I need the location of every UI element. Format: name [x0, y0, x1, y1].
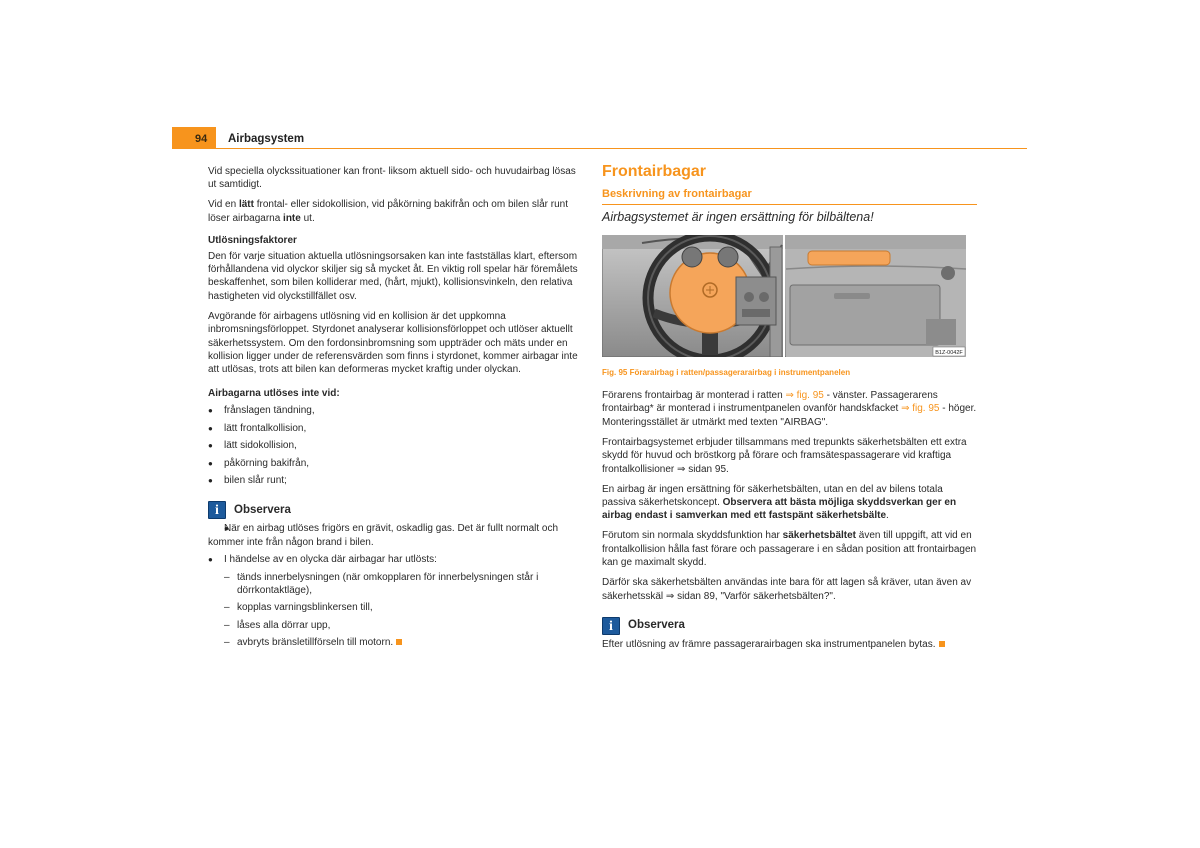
list-item: ● frånslagen tändning,	[208, 404, 583, 417]
paragraph: Den för varje situation aktuella utlösningsorsaken kan inte fastställas klart, eftersom förhållandena vid olyckor skiljer sig så mycket åt. En viktig roll spelar här föremålets beskaffenhet, som bilen kolliderar med, (hårt, mjukt), kollisionsvinkeln, den relativa hastigheten vid olyckstillfället osv.	[208, 250, 578, 302]
paragraph	[602, 389, 977, 429]
note-list	[208, 522, 583, 566]
text: En airbag är ingen ersättning för säkerhetsbälten, utan en del av bilens totala passiva säkerhetskoncept.	[602, 483, 943, 509]
text: Efter utlösning av främre passagerarairbagen ska instrumentpanelen bytas.	[602, 639, 936, 651]
emphasis: Observera att bästa möjliga skyddsverkan ger en airbag endast i samverkan med ett fastspänt säkerhetsbälte	[602, 497, 957, 522]
paragraph: Vid speciella olyckssituationer kan front- liksom aktuell sido- och huvudairbag lösas ut samtidigt.	[208, 166, 576, 191]
dashboard-figure	[602, 235, 966, 357]
list-item: ● påkörning bakifrån,	[208, 457, 583, 470]
note-header	[602, 617, 977, 635]
left-column	[208, 165, 583, 654]
text: ut.	[300, 212, 315, 224]
list-item: ● lätt frontalkollision,	[208, 422, 583, 435]
text: även till uppgift, att vid en frontalkollision hålla fast förare och passagerare i en sådan position att frontairbagen kan ge maximalt skydd.	[602, 530, 977, 569]
right-column	[602, 165, 977, 658]
text: avbryts bränsletillförseln till motorn.	[237, 637, 394, 649]
info-icon: i	[602, 617, 620, 635]
subheading-not-triggered: Airbagarna utlöses inte vid:	[208, 387, 340, 399]
note-title: Observera	[628, 619, 685, 632]
list-item: – låses alla dörrar upp,	[224, 619, 583, 632]
list-item: ● bilen slår runt;	[208, 474, 583, 487]
subsection-title: Beskrivning av frontairbagar	[602, 188, 977, 204]
not-triggered-list	[208, 404, 583, 487]
paragraph	[602, 483, 977, 523]
section-title: Frontairbagar	[602, 163, 707, 180]
list-item	[224, 636, 583, 649]
page-number: 94	[195, 133, 208, 145]
figure-link[interactable]: ⇒ fig. 95	[901, 403, 940, 415]
note-title: Observera	[234, 503, 291, 516]
end-mark-icon	[396, 639, 402, 645]
paragraph: Avgörande för airbagens utlösning vid en kollision är det uppkomna inbromsningsförloppet. Styrdonet analyserar kollisionsförloppet och utlöser aktuellt säkerhetssystem. Om den fordonsinbromsning som uppträder och mäts under en kollision ligger under de referensvärden som finns i styrdonet, kommer airbagar inte att utlösas, trots att bilen kan deformeras mycket kraftig under olyckan.	[208, 310, 578, 376]
list-item: ● I händelse av en olycka där airbagar har utlösts:	[208, 553, 583, 566]
text: frontal- eller sidokollision, vid påkörning bakifrån och om bilen slår runt löser airbagarna	[208, 199, 568, 224]
note-dash-list	[208, 571, 583, 650]
subheading-triggers: Utlösningsfaktorer	[208, 235, 297, 247]
end-mark-icon	[939, 641, 945, 647]
header-tab	[172, 127, 216, 148]
note-text	[602, 638, 977, 651]
header-rule	[172, 148, 1027, 149]
note-header	[208, 501, 583, 519]
figure-code: B1Z-0042F	[935, 350, 963, 357]
text: Vid en	[208, 199, 239, 211]
info-icon: i	[208, 501, 226, 519]
lead-text: Airbagsystemet är ingen ersättning för bilbältena!	[602, 209, 874, 224]
text: - vänster. Passagerarens frontairbag* är monterad i instrumentpanelen ovanför handskfacket	[602, 390, 938, 415]
paragraph: Frontairbagsystemet erbjuder tillsammans med trepunkts säkerhetsbälten ett extra skydd för huvud och bröstkorg på förare och framsätespassagerare vid kraftiga frontalkollisioner ⇒ sidan 95.	[602, 436, 967, 475]
emphasis: säkerhetsbältet	[782, 530, 857, 542]
passenger-airbag-highlight	[808, 251, 890, 265]
paragraph: Därför ska säkerhetsbälten användas inte bara för att lagen så kräver, utan även av säkerhetsskäl ⇒ sidan 89, "Varför säkerhetsbälten?".	[602, 577, 972, 602]
text: - höger. Monteringsstället är utmärkt med texten "AIRBAG".	[602, 403, 977, 428]
emphasis: inte	[283, 212, 301, 224]
figure-caption: Fig. 95 Förarairbag i ratten/passagerarairbag i instrumentpanelen	[602, 367, 851, 377]
emphasis: lätt	[238, 199, 254, 211]
figure-link[interactable]: ⇒ fig. 95	[785, 390, 824, 402]
list-item: ● När en airbag utlöses frigörs en grävit, oskadlig gas. Det är fullt normalt och kommer inte från någon brand i bilen.	[208, 522, 583, 549]
list-item: ● lätt sidokollision,	[208, 439, 583, 452]
text: Förarens frontairbag är monterad i ratten	[602, 390, 786, 402]
paragraph	[602, 529, 977, 569]
text: .	[886, 510, 889, 522]
list-item: – kopplas varningsblinkersen till,	[224, 601, 583, 614]
paragraph	[208, 198, 583, 225]
text: Förutom sin normala skyddsfunktion har	[602, 530, 783, 542]
page-title: Airbagsystem	[228, 133, 305, 145]
list-item: – tänds innerbelysningen (när omkopplaren för innerbelysningen står i dörrkontaktläge),	[224, 571, 583, 598]
